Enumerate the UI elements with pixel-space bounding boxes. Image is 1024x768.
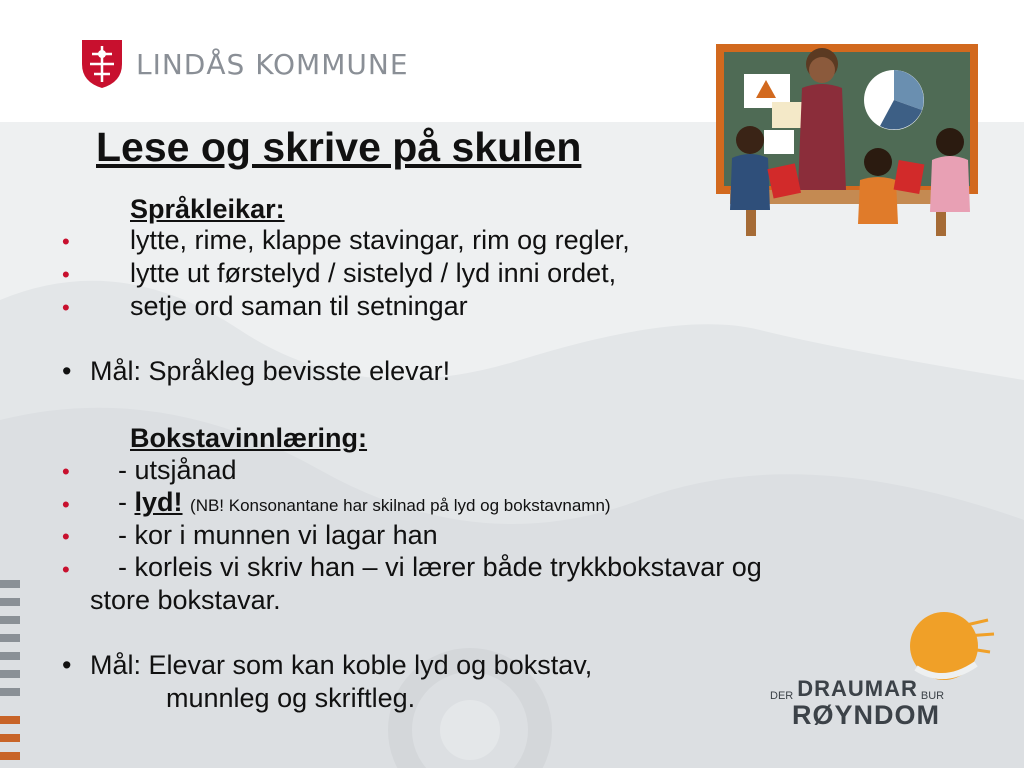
list-item: setje ord saman til setningar (130, 291, 468, 321)
page-title: Lese og skrive på skulen (96, 124, 582, 170)
bullet: • (62, 229, 70, 254)
bullet-dot: • (62, 650, 72, 680)
list-item-continuation: store bokstavar. (90, 585, 281, 615)
goal-2-line-1: Mål: Elevar som kan koble lyd og bokstav, (90, 650, 593, 680)
bullet: • (62, 492, 70, 517)
lyd-note: (NB! Konsonantane har skilnad på lyd og bokstavnamn) (190, 496, 611, 515)
section-heading-sprakleikar: Språkleikar: (130, 194, 285, 224)
list-item-lyd (118, 486, 611, 522)
list-item: lytte ut førstelyd / sistelyd / lyd inni ordet, (130, 258, 617, 288)
org-name: LINDÅS KOMMUNE (136, 47, 409, 81)
list-item: - korleis vi skriv han – vi lærer både trykkbokstavar og (118, 552, 762, 582)
list-item: - utsjånad (118, 455, 237, 485)
brand-royndom: RØYNDOM (792, 700, 940, 730)
coat-of-arms-icon (80, 38, 124, 90)
bullet: • (62, 459, 70, 484)
list-item-prefix: - (118, 487, 135, 517)
goal-2-line-2: munnleg og skriftleg. (166, 683, 416, 713)
section-heading-bokstavinnlaering: Bokstavinnlæring: (130, 423, 368, 453)
org-logo (80, 38, 409, 90)
list-item: lytte, rime, klappe stavingar, rim og regler, (130, 225, 630, 255)
brand-der: DER (770, 690, 794, 702)
classroom-illustration (710, 40, 982, 240)
brand-logo (766, 606, 1006, 736)
bullet-dot: • (62, 356, 72, 386)
goal-1: Mål: Språkleg bevisste elevar! (90, 356, 451, 386)
bullet: • (62, 557, 70, 582)
brand-bur: BUR (920, 690, 945, 702)
brand-draumar: DRAUMAR (797, 676, 918, 701)
bullet: • (62, 524, 70, 549)
bullet: • (62, 262, 70, 287)
list-item: - kor i munnen vi lagar han (118, 520, 438, 550)
lyd-emphasis: lyd! (134, 487, 183, 517)
bullet: • (62, 295, 70, 320)
